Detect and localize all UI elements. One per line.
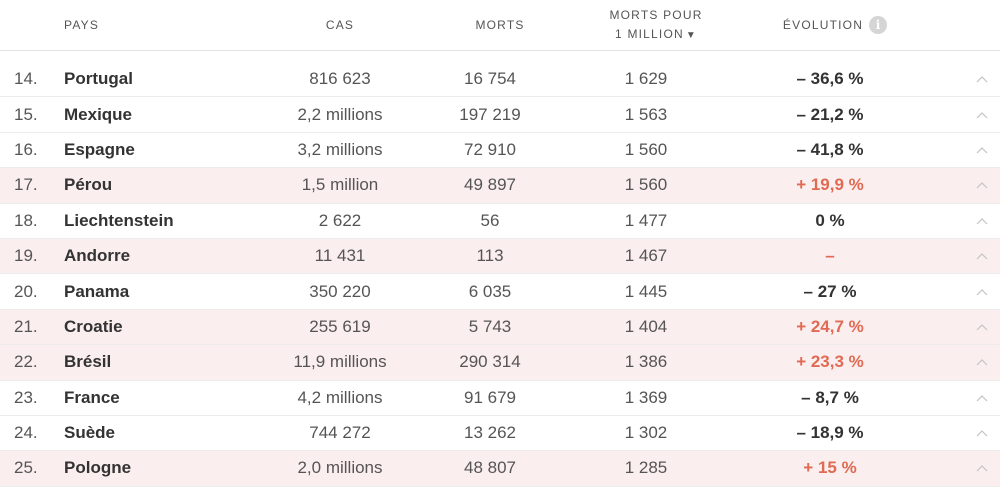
row-deaths-per-million: 1 560 [624, 175, 668, 195]
chevron-up-icon[interactable] [972, 62, 992, 96]
row-rank: 19. [14, 246, 38, 266]
table-row[interactable] [0, 345, 1000, 380]
row-evolution: – 36,6 % [796, 69, 864, 89]
column-header-line2-text: 1 MILLION [615, 26, 684, 41]
row-evolution: – 41,8 % [796, 139, 864, 159]
row-rank: 14. [14, 69, 38, 89]
row-evolution: + 19,9 % [796, 175, 864, 195]
row-deaths-per-million: 1 477 [624, 210, 668, 230]
table-row[interactable] [0, 416, 1000, 451]
chevron-up-icon[interactable] [972, 345, 992, 379]
column-header-evolution-label: ÉVOLUTION [782, 18, 864, 32]
row-deaths: 56 [480, 210, 500, 230]
column-header-evolution[interactable] [770, 0, 900, 50]
column-header-morts[interactable]: MORTS [475, 18, 525, 32]
chevron-up-icon[interactable] [972, 133, 992, 167]
table-row[interactable] [0, 204, 1000, 239]
table-row[interactable] [0, 133, 1000, 168]
row-country: France [64, 387, 120, 407]
row-cases: 2,2 millions [297, 104, 383, 124]
row-evolution: – 27 % [803, 281, 857, 301]
column-header-line2 [615, 25, 697, 45]
chevron-up-icon[interactable] [972, 416, 992, 450]
row-deaths: 6 035 [468, 281, 512, 301]
row-deaths: 91 679 [464, 387, 516, 407]
row-evolution: 0 % [815, 210, 845, 230]
row-rank: 16. [14, 139, 38, 159]
row-evolution: – 8,7 % [801, 387, 859, 407]
row-country: Pologne [64, 458, 132, 478]
row-deaths-per-million: 1 629 [624, 69, 668, 89]
row-evolution: – 18,9 % [796, 423, 864, 443]
row-deaths-per-million: 1 404 [624, 316, 668, 336]
table-row[interactable] [0, 168, 1000, 203]
row-rank: 25. [14, 458, 38, 478]
sort-descending-icon: ▼ [685, 29, 697, 41]
table-row[interactable] [0, 274, 1000, 309]
row-evolution: – 21,2 % [796, 104, 864, 124]
row-deaths: 113 [476, 246, 504, 266]
row-evolution: – [825, 246, 835, 266]
row-cases: 4,2 millions [297, 387, 383, 407]
row-deaths-per-million: 1 560 [624, 139, 668, 159]
chevron-up-icon[interactable] [972, 274, 992, 308]
column-header-line1: MORTS POUR [609, 7, 703, 22]
row-cases: 255 619 [309, 316, 371, 336]
row-country: Pérou [64, 175, 113, 195]
row-evolution: + 23,3 % [796, 352, 864, 372]
row-deaths: 16 754 [464, 69, 516, 89]
row-deaths-per-million: 1 285 [624, 458, 668, 478]
row-cases: 816 623 [309, 69, 371, 89]
chevron-up-icon[interactable] [972, 310, 992, 344]
row-rank: 21. [14, 316, 38, 336]
row-deaths-per-million: 1 445 [624, 281, 668, 301]
row-cases: 2,0 millions [297, 458, 383, 478]
row-country: Suède [64, 423, 116, 443]
column-header-morts-pour-1-million[interactable] [596, 0, 716, 50]
row-cases: 3,2 millions [297, 139, 383, 159]
row-rank: 15. [14, 104, 38, 124]
row-country: Portugal [64, 69, 133, 89]
row-cases: 11,9 millions [293, 352, 387, 372]
chevron-up-icon[interactable] [972, 204, 992, 238]
row-deaths: 290 314 [459, 352, 521, 372]
row-deaths: 48 807 [464, 458, 516, 478]
row-deaths: 72 910 [464, 139, 516, 159]
row-rank: 18. [14, 210, 38, 230]
row-country: Espagne [64, 139, 135, 159]
chevron-up-icon[interactable] [972, 97, 992, 131]
column-header-cas[interactable]: CAS [325, 18, 355, 32]
chevron-up-icon[interactable] [972, 451, 992, 485]
row-country: Panama [64, 281, 130, 301]
row-rank: 24. [14, 423, 38, 443]
row-deaths: 197 219 [459, 104, 521, 124]
row-rank: 20. [14, 281, 38, 301]
row-rank: 22. [14, 352, 38, 372]
row-cases: 1,5 million [301, 175, 379, 195]
row-cases: 350 220 [309, 281, 371, 301]
row-deaths: 5 743 [468, 316, 512, 336]
chevron-up-icon[interactable] [972, 168, 992, 202]
chevron-up-icon[interactable] [972, 239, 992, 273]
table-row[interactable] [0, 97, 1000, 132]
info-icon[interactable]: i [869, 16, 887, 34]
table-row[interactable] [0, 239, 1000, 274]
row-deaths: 49 897 [464, 175, 516, 195]
table-body [0, 62, 1000, 487]
row-deaths-per-million: 1 302 [624, 423, 668, 443]
row-deaths-per-million: 1 369 [624, 387, 668, 407]
chevron-up-icon[interactable] [972, 381, 992, 415]
row-deaths-per-million: 1 467 [624, 246, 668, 266]
row-country: Andorre [64, 246, 131, 266]
row-country: Mexique [64, 104, 133, 124]
row-country: Liechtenstein [64, 210, 174, 230]
row-rank: 23. [14, 387, 38, 407]
table-header [0, 0, 1000, 51]
row-cases: 744 272 [309, 423, 371, 443]
row-deaths: 13 262 [464, 423, 516, 443]
table-row[interactable] [0, 451, 1000, 486]
row-rank: 17. [14, 175, 38, 195]
table-row[interactable] [0, 62, 1000, 97]
row-deaths-per-million: 1 386 [624, 352, 668, 372]
row-country: Brésil [64, 352, 112, 372]
row-evolution: + 15 % [803, 458, 857, 478]
row-cases: 11 431 [314, 246, 366, 266]
row-deaths-per-million: 1 563 [624, 104, 668, 124]
table-row[interactable] [0, 381, 1000, 416]
row-country: Croatie [64, 316, 123, 336]
row-cases: 2 622 [318, 210, 362, 230]
column-header-pays[interactable]: PAYS [64, 18, 100, 32]
table-row[interactable] [0, 310, 1000, 345]
row-evolution: + 24,7 % [796, 316, 864, 336]
